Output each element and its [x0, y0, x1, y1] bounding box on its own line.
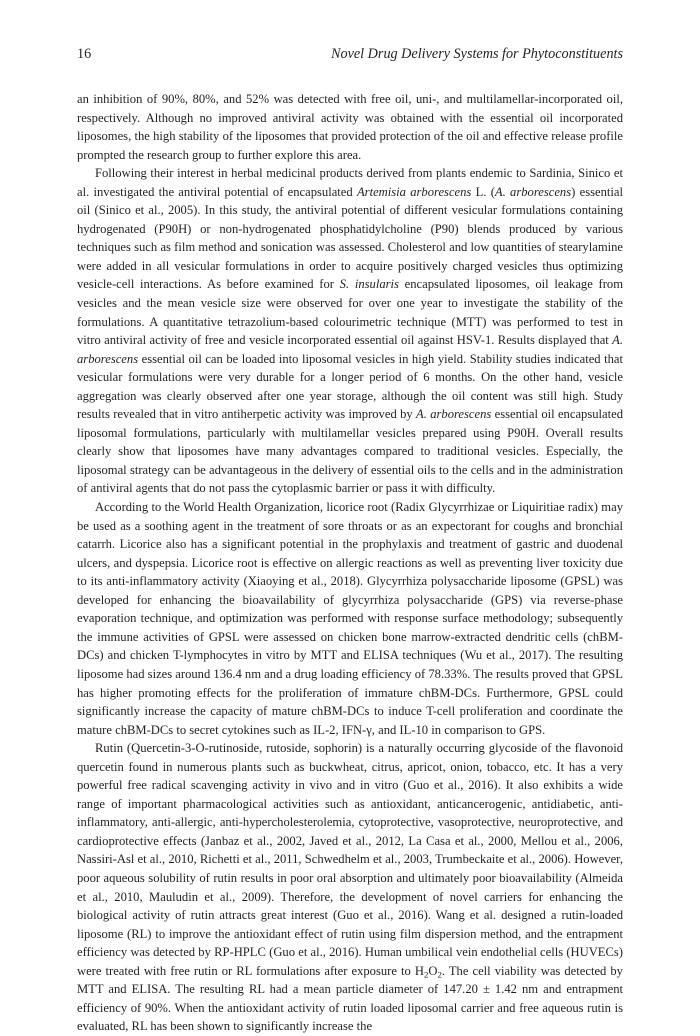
- paragraph-4-text-1: Rutin (Quercetin-3-O-rutinoside, rutoside, sophorin) is a naturally occurring glycoside of the flavonoid quercetin found in numerous plants such as buckwheat, citrus, apricot, onion, tobacco, etc. It has a very powerful free radical scavenging activity in vivo and in vitro (Guo et al., 2016). It also exhibits a wide range of important pharmacological activities such as antioxidant, anticancerogenic, antidiabetic, anti-inflammatory, anti-allergic, anti-hypercholesterolemia, cytoprotective, vasoprotective, neuroprotective, and cardioprotective effects (Janbaz et al., 2002, Javed et al., 2012, La Casa et al., 2000, Mellou et al., 2006, Nassiri-Asl et al., 2010, Richetti et al., 2011, Schwedhelm et al., 2003, Trumbeckaite et al., 2006). However, poor aqueous solubility of rutin results in poor oral absorption and ultimately poor bioavailability (Almeida et al., 2010, Mauludin et al., 2009). Therefore, the development of novel carriers for enhancing the biological activity of rutin attracts great interest (Guo et al., 2016). Wang et al. designed a rutin-loaded liposome (RL) to improve the antioxidant effect of rutin using film dispersion method, and the entrapment efficiency was detected by RP-HPLC (Guo et al., 2016). Human umbilical vein endothelial cells (HUVECs) were treated with free rutin or RL formulations after exposure to H: [77, 741, 623, 978]
- paragraph-3: [77, 498, 623, 739]
- paragraph-4-text-2: O: [428, 963, 438, 978]
- species-name-italic: S. insularis: [339, 277, 399, 292]
- paragraph-1: [77, 90, 623, 164]
- paragraph-2-text-2: L. (: [471, 184, 495, 199]
- paragraph-2-text-5: essential oil can be loaded into liposomal vesicles in high yield. Stability studies indicated that vesicular formulations were very durable for a longer period of 6 months. On the other hand, vesicle aggregation was clearly observed after one year storage, although the oil content was still high. Study results revealed that in vitro antiherpetic activity was improved by: [77, 351, 623, 422]
- running-title: Novel Drug Delivery Systems for Phytoconstituents: [331, 46, 623, 62]
- page-number: 16: [77, 46, 92, 62]
- page-header: [77, 46, 623, 66]
- body-text: [77, 90, 623, 1036]
- species-name-italic: Artemisia arborescens: [356, 184, 472, 199]
- paragraph-4-text-3: . The cell viability was detected by MTT and ELISA. The resulting RL had a mean particle diameter of 147.20 ± 1.42 nm and entrapment efficiency of 90%. When the antioxidant activity of rutin loaded liposomal carrier and free aqueous rutin is evaluated, RL has been shown to significantly increase the: [77, 963, 623, 1034]
- species-name-italic: A. arborescens: [416, 407, 492, 422]
- paragraph-4: [77, 739, 623, 1036]
- paragraph-2-text-4: encapsulated liposomes, oil leakage from vesicles and the mean vesicle size were observed for over one year to investigate the stability of the formulations. A quantitative tetrazolium-based colourimetric technique (MTT) was performed to test in vitro antiviral activity of free and vesicle incorporated essential oil against HSV-1. Results displayed that: [77, 277, 624, 348]
- paragraph-1-text: an inhibition of 90%, 80%, and 52% was detected with free oil, uni-, and multilamellar-incorporated oil, respectively. Although no improved antiviral activity was obtained with the essential oil incorporated liposomes, the high stability of the liposomes that provided protection of the oil and effective release profile prompted the research group to further explore this area.: [77, 92, 623, 162]
- subscript: 2: [423, 969, 429, 980]
- paragraph-3-text: According to the World Health Organization, licorice root (Radix Glycyrrhizae or Liquiritiae radix) may be used as a soothing agent in the treatment of sore throats or as an expectorant for coughs and bronchial catarrh. Licorice also has a significant potential in the prophylaxis and treatment of gastric and duodenal ulcers, and dyspepsia. Licorice root is effective on allergic reactions as well as preventing liver toxicity due to its anti-inflammatory activity (Xiaoying et al., 2018). Glycyrrhiza polysaccharide liposome (GPSL) was developed for enhancing the bioavailability of glycyrrhiza polysaccharide (GPS) via reverse-phase evaporation technique, and optimization was performed with response surface methodology; subsequently the immune activities of GPSL were assessed on chicken bone marrow-extracted dendritic cells (chBM-DCs) and chicken T-lymphocytes in vitro by MTT and ELISA techniques (Wu et al., 2017). The resulting liposome had sizes around 136.4 nm and a drug loading efficiency of 78.33%. The results proved that GPSL has higher promoting effects for the proliferation of immature chBM-DCs. Furthermore, GPSL could significantly increase the capacity of mature chBM-DCs to induce T-cell proliferation and coordinate the mature chBM-DCs to secret cytokines such as IL-2, IFN-γ, and IL-10 in comparison to GPS.: [77, 500, 623, 737]
- subscript: 2: [437, 969, 442, 980]
- species-name-italic: A. arborescens: [77, 333, 623, 366]
- paragraph-2-text-6: essential oil encapsulated liposomal formulations, particularly with multilamellar vesicles prepared using P90H. Overall results clearly show that liposomes have many advantages compared to traditional vesicles. Especially, the liposomal strategy can be advantageous in the delivery of essential oils to the cells and in the administration of antiviral agents that do not pass the cytoplasmic barrier or pass it with difficulty.: [77, 407, 623, 496]
- paragraph-2-text-1: Following their interest in herbal medicinal products derived from plants endemic to Sardinia, Sinico et al. investigated the antiviral potential of encapsulated: [77, 166, 623, 199]
- paragraph-2: [77, 164, 623, 498]
- paragraph-2-text-3: ) essential oil (Sinico et al., 2005). In this study, the antiviral potential of different vesicular formulations containing hydrogenated (P90H) or non-hydrogenated phosphatidylcholine (P90) blends produced by various techniques such as film method and sonication was assessed. Cholesterol and low quantities of stearylamine were added in all vesicular formulations in order to acquire positively charged vesicles thus optimizing vesicle-cell interactions. As before examined for: [77, 184, 623, 292]
- species-name-italic: A. arborescens: [494, 184, 572, 199]
